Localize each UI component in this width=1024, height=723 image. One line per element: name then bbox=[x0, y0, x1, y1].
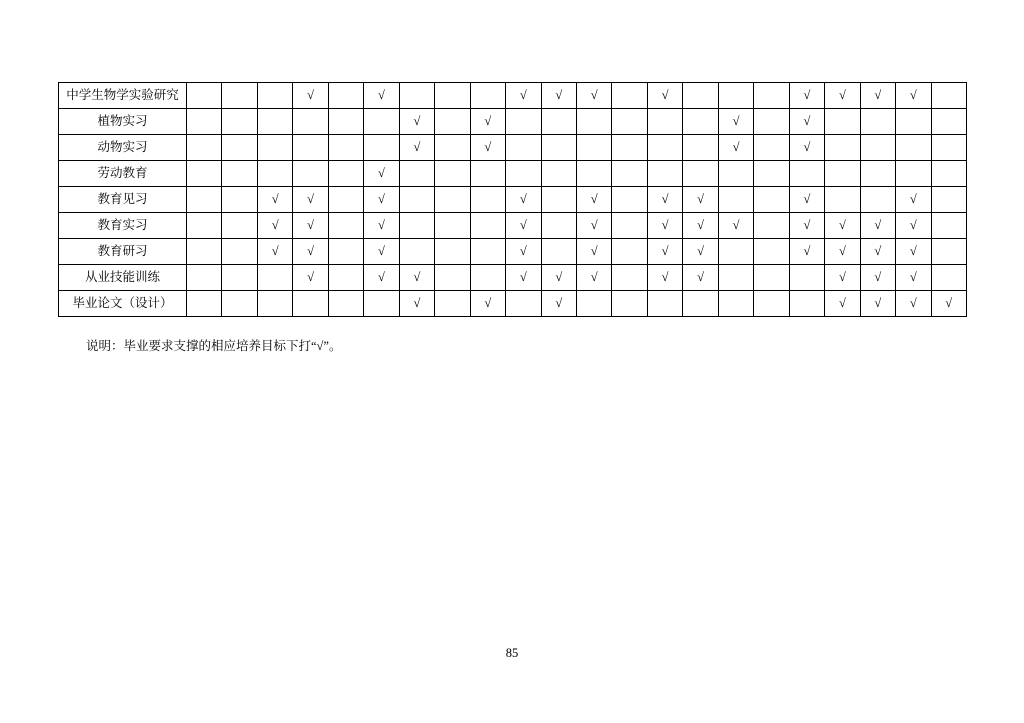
matrix-cell bbox=[576, 239, 611, 265]
check-mark: √ bbox=[378, 87, 385, 102]
matrix-cell bbox=[576, 83, 611, 109]
matrix-cell bbox=[541, 161, 576, 187]
matrix-cell bbox=[506, 109, 541, 135]
matrix-cell bbox=[328, 265, 363, 291]
matrix-cell bbox=[257, 213, 292, 239]
matrix-cell bbox=[293, 109, 328, 135]
check-mark: √ bbox=[378, 165, 385, 180]
matrix-cell bbox=[222, 213, 257, 239]
matrix-cell bbox=[222, 239, 257, 265]
check-mark: √ bbox=[661, 243, 669, 258]
matrix-cell bbox=[470, 213, 505, 239]
matrix-cell bbox=[506, 239, 541, 265]
matrix-cell bbox=[576, 213, 611, 239]
matrix-cell bbox=[754, 135, 789, 161]
table-row bbox=[59, 239, 967, 265]
matrix-cell bbox=[896, 239, 931, 265]
matrix-cell bbox=[612, 161, 647, 187]
matrix-cell bbox=[364, 213, 399, 239]
check-mark: √ bbox=[555, 87, 563, 102]
matrix-cell bbox=[364, 239, 399, 265]
matrix-cell bbox=[187, 109, 222, 135]
check-mark: √ bbox=[874, 217, 882, 232]
matrix-cell bbox=[683, 187, 718, 213]
check-mark: √ bbox=[838, 295, 846, 310]
matrix-cell bbox=[399, 213, 434, 239]
matrix-cell bbox=[683, 239, 718, 265]
check-mark: √ bbox=[697, 217, 704, 232]
matrix-cell bbox=[506, 135, 541, 161]
matrix-cell bbox=[435, 239, 470, 265]
matrix-cell bbox=[825, 135, 860, 161]
matrix-cell bbox=[506, 291, 541, 317]
matrix-cell bbox=[541, 213, 576, 239]
check-mark: √ bbox=[803, 139, 811, 154]
check-mark: √ bbox=[271, 217, 279, 232]
matrix-cell bbox=[470, 135, 505, 161]
matrix-cell bbox=[470, 239, 505, 265]
matrix-cell bbox=[222, 83, 257, 109]
row-label: 教育见习 bbox=[59, 187, 187, 213]
matrix-cell bbox=[931, 265, 966, 291]
matrix-cell bbox=[576, 187, 611, 213]
matrix-cell bbox=[506, 83, 541, 109]
check-mark: √ bbox=[307, 87, 315, 102]
matrix-cell bbox=[647, 239, 682, 265]
matrix-cell bbox=[506, 213, 541, 239]
matrix-cell bbox=[683, 135, 718, 161]
matrix-cell bbox=[435, 161, 470, 187]
matrix-cell bbox=[612, 213, 647, 239]
matrix-cell bbox=[541, 291, 576, 317]
matrix-cell bbox=[931, 135, 966, 161]
matrix-cell bbox=[435, 109, 470, 135]
matrix-cell bbox=[860, 265, 895, 291]
matrix-table bbox=[58, 82, 967, 317]
check-mark: √ bbox=[874, 87, 882, 102]
matrix-cell bbox=[754, 187, 789, 213]
matrix-cell bbox=[754, 265, 789, 291]
check-mark: √ bbox=[484, 113, 492, 128]
matrix-cell bbox=[187, 265, 222, 291]
check-mark: √ bbox=[555, 295, 563, 310]
matrix-cell bbox=[825, 161, 860, 187]
matrix-cell bbox=[328, 109, 363, 135]
matrix-cell bbox=[789, 109, 824, 135]
row-label: 动物实习 bbox=[59, 135, 187, 161]
check-mark: √ bbox=[838, 243, 846, 258]
matrix-cell bbox=[683, 83, 718, 109]
check-mark: √ bbox=[803, 113, 811, 128]
matrix-cell bbox=[576, 135, 611, 161]
matrix-cell bbox=[896, 265, 931, 291]
check-mark: √ bbox=[413, 269, 421, 284]
check-mark: √ bbox=[519, 217, 527, 232]
check-mark: √ bbox=[413, 139, 421, 154]
matrix-cell bbox=[187, 187, 222, 213]
check-mark: √ bbox=[590, 217, 598, 232]
matrix-cell bbox=[860, 135, 895, 161]
matrix-cell bbox=[896, 291, 931, 317]
check-mark: √ bbox=[697, 269, 704, 284]
matrix-cell bbox=[612, 83, 647, 109]
matrix-cell bbox=[931, 291, 966, 317]
matrix-cell bbox=[718, 109, 753, 135]
matrix-cell bbox=[718, 187, 753, 213]
matrix-cell bbox=[931, 83, 966, 109]
check-mark: √ bbox=[803, 191, 811, 206]
matrix-cell bbox=[931, 161, 966, 187]
check-mark: √ bbox=[909, 269, 917, 284]
matrix-cell bbox=[187, 135, 222, 161]
matrix-cell bbox=[364, 161, 399, 187]
check-mark: √ bbox=[378, 269, 385, 284]
matrix-cell bbox=[825, 291, 860, 317]
matrix-cell bbox=[683, 291, 718, 317]
matrix-cell bbox=[470, 265, 505, 291]
matrix-cell bbox=[293, 135, 328, 161]
matrix-cell bbox=[896, 187, 931, 213]
matrix-cell bbox=[860, 109, 895, 135]
matrix-cell bbox=[860, 239, 895, 265]
check-mark: √ bbox=[803, 87, 811, 102]
matrix-cell bbox=[435, 213, 470, 239]
check-mark: √ bbox=[838, 217, 846, 232]
check-mark: √ bbox=[909, 191, 917, 206]
matrix-cell bbox=[328, 291, 363, 317]
matrix-cell bbox=[399, 291, 434, 317]
matrix-cell bbox=[647, 135, 682, 161]
matrix-cell bbox=[257, 187, 292, 213]
matrix-cell bbox=[718, 265, 753, 291]
matrix-cell bbox=[470, 187, 505, 213]
matrix-cell bbox=[576, 161, 611, 187]
matrix-cell bbox=[718, 135, 753, 161]
matrix-cell bbox=[399, 187, 434, 213]
row-label: 毕业论文（设计） bbox=[59, 291, 187, 317]
curriculum-matrix-table bbox=[58, 82, 966, 317]
check-mark: √ bbox=[378, 191, 385, 206]
matrix-cell bbox=[754, 161, 789, 187]
matrix-cell bbox=[257, 135, 292, 161]
matrix-cell bbox=[896, 109, 931, 135]
check-mark: √ bbox=[519, 243, 527, 258]
matrix-cell bbox=[612, 135, 647, 161]
matrix-cell bbox=[789, 187, 824, 213]
check-mark: √ bbox=[590, 87, 598, 102]
matrix-cell bbox=[718, 83, 753, 109]
check-mark: √ bbox=[838, 87, 846, 102]
matrix-cell bbox=[470, 161, 505, 187]
matrix-cell bbox=[399, 83, 434, 109]
matrix-cell bbox=[931, 213, 966, 239]
check-mark: √ bbox=[271, 243, 279, 258]
row-label: 劳动教育 bbox=[59, 161, 187, 187]
matrix-cell bbox=[896, 161, 931, 187]
matrix-cell bbox=[187, 213, 222, 239]
row-label: 教育实习 bbox=[59, 213, 187, 239]
check-mark: √ bbox=[519, 87, 527, 102]
check-mark: √ bbox=[803, 243, 811, 258]
matrix-cell bbox=[328, 187, 363, 213]
matrix-cell bbox=[789, 161, 824, 187]
matrix-cell bbox=[541, 239, 576, 265]
matrix-cell bbox=[647, 213, 682, 239]
matrix-cell bbox=[399, 265, 434, 291]
check-mark: √ bbox=[909, 87, 917, 102]
check-mark: √ bbox=[413, 113, 421, 128]
matrix-cell bbox=[860, 161, 895, 187]
matrix-cell bbox=[754, 213, 789, 239]
table-row bbox=[59, 187, 967, 213]
matrix-cell bbox=[825, 187, 860, 213]
matrix-cell bbox=[541, 265, 576, 291]
check-mark: √ bbox=[909, 295, 917, 310]
matrix-cell bbox=[541, 83, 576, 109]
matrix-cell bbox=[718, 239, 753, 265]
matrix-cell bbox=[187, 291, 222, 317]
check-mark: √ bbox=[519, 191, 527, 206]
matrix-cell bbox=[293, 187, 328, 213]
matrix-cell bbox=[364, 265, 399, 291]
matrix-cell bbox=[541, 135, 576, 161]
check-mark: √ bbox=[307, 191, 315, 206]
matrix-cell bbox=[754, 83, 789, 109]
check-mark: √ bbox=[732, 113, 740, 128]
check-mark: √ bbox=[307, 269, 315, 284]
matrix-cell bbox=[257, 291, 292, 317]
matrix-cell bbox=[470, 291, 505, 317]
matrix-cell bbox=[399, 109, 434, 135]
matrix-cell bbox=[789, 291, 824, 317]
check-mark: √ bbox=[590, 191, 598, 206]
matrix-cell bbox=[718, 291, 753, 317]
matrix-cell bbox=[931, 109, 966, 135]
table-row bbox=[59, 83, 967, 109]
matrix-cell bbox=[257, 161, 292, 187]
check-mark: √ bbox=[378, 217, 385, 232]
matrix-cell bbox=[222, 187, 257, 213]
check-mark: √ bbox=[555, 269, 563, 284]
check-mark: √ bbox=[484, 295, 492, 310]
matrix-cell bbox=[825, 109, 860, 135]
check-mark: √ bbox=[697, 243, 704, 258]
matrix-cell bbox=[683, 161, 718, 187]
matrix-cell bbox=[612, 291, 647, 317]
matrix-cell bbox=[222, 135, 257, 161]
matrix-cell bbox=[754, 109, 789, 135]
check-mark: √ bbox=[484, 139, 492, 154]
check-mark: √ bbox=[590, 269, 598, 284]
matrix-cell bbox=[328, 135, 363, 161]
check-mark: √ bbox=[307, 243, 315, 258]
matrix-cell bbox=[860, 291, 895, 317]
matrix-cell bbox=[647, 187, 682, 213]
matrix-cell bbox=[293, 161, 328, 187]
table-row bbox=[59, 265, 967, 291]
table-row bbox=[59, 135, 967, 161]
matrix-cell bbox=[647, 109, 682, 135]
matrix-cell bbox=[576, 265, 611, 291]
matrix-cell bbox=[718, 161, 753, 187]
matrix-cell bbox=[789, 239, 824, 265]
matrix-cell bbox=[825, 83, 860, 109]
table-row bbox=[59, 291, 967, 317]
matrix-cell bbox=[506, 265, 541, 291]
check-mark: √ bbox=[945, 295, 953, 310]
matrix-cell bbox=[718, 213, 753, 239]
matrix-cell bbox=[506, 187, 541, 213]
row-label: 植物实习 bbox=[59, 109, 187, 135]
check-mark: √ bbox=[378, 243, 385, 258]
matrix-cell bbox=[328, 213, 363, 239]
matrix-cell bbox=[470, 109, 505, 135]
matrix-cell bbox=[541, 109, 576, 135]
matrix-cell bbox=[435, 83, 470, 109]
check-mark: √ bbox=[590, 243, 598, 258]
matrix-cell bbox=[612, 109, 647, 135]
matrix-cell bbox=[399, 135, 434, 161]
check-mark: √ bbox=[661, 87, 669, 102]
matrix-cell bbox=[435, 291, 470, 317]
matrix-cell bbox=[364, 109, 399, 135]
matrix-cell bbox=[789, 135, 824, 161]
matrix-cell bbox=[576, 109, 611, 135]
matrix-cell bbox=[364, 291, 399, 317]
check-mark: √ bbox=[732, 217, 740, 232]
matrix-cell bbox=[328, 161, 363, 187]
matrix-cell bbox=[825, 265, 860, 291]
matrix-cell bbox=[896, 135, 931, 161]
matrix-cell bbox=[612, 265, 647, 291]
matrix-cell bbox=[257, 239, 292, 265]
check-mark: √ bbox=[661, 217, 669, 232]
page-number: 85 bbox=[505, 646, 519, 660]
check-mark: √ bbox=[732, 139, 740, 154]
matrix-cell bbox=[789, 83, 824, 109]
matrix-cell bbox=[187, 239, 222, 265]
matrix-cell bbox=[789, 213, 824, 239]
matrix-cell bbox=[293, 239, 328, 265]
matrix-cell bbox=[541, 187, 576, 213]
matrix-cell bbox=[257, 265, 292, 291]
matrix-cell bbox=[257, 109, 292, 135]
table-row bbox=[59, 161, 967, 187]
matrix-cell bbox=[187, 83, 222, 109]
matrix-cell bbox=[825, 239, 860, 265]
matrix-cell bbox=[293, 83, 328, 109]
matrix-cell bbox=[222, 109, 257, 135]
matrix-cell bbox=[187, 161, 222, 187]
row-label: 中学生物学实验研究 bbox=[59, 83, 187, 109]
matrix-cell bbox=[222, 161, 257, 187]
matrix-cell bbox=[435, 265, 470, 291]
table-row bbox=[59, 109, 967, 135]
matrix-cell bbox=[364, 83, 399, 109]
matrix-cell bbox=[931, 187, 966, 213]
check-mark: √ bbox=[697, 191, 704, 206]
check-mark: √ bbox=[413, 295, 421, 310]
matrix-cell bbox=[328, 83, 363, 109]
matrix-cell bbox=[683, 213, 718, 239]
check-mark: √ bbox=[661, 269, 669, 284]
matrix-cell bbox=[647, 83, 682, 109]
check-mark: √ bbox=[874, 243, 882, 258]
matrix-cell bbox=[435, 187, 470, 213]
table-note: 说明：毕业要求支撑的相应培养目标下打“√”。 bbox=[86, 339, 342, 353]
matrix-cell bbox=[222, 265, 257, 291]
matrix-cell bbox=[683, 265, 718, 291]
matrix-cell bbox=[647, 161, 682, 187]
matrix-cell bbox=[612, 239, 647, 265]
check-mark: √ bbox=[661, 191, 669, 206]
matrix-cell bbox=[860, 83, 895, 109]
matrix-cell bbox=[293, 265, 328, 291]
matrix-cell bbox=[222, 291, 257, 317]
matrix-cell bbox=[470, 83, 505, 109]
matrix-cell bbox=[576, 291, 611, 317]
check-mark: √ bbox=[909, 217, 917, 232]
matrix-cell bbox=[931, 239, 966, 265]
check-mark: √ bbox=[803, 217, 811, 232]
check-mark: √ bbox=[519, 269, 527, 284]
matrix-cell bbox=[860, 187, 895, 213]
matrix-cell bbox=[364, 135, 399, 161]
matrix-cell bbox=[647, 291, 682, 317]
row-label: 从业技能训练 bbox=[59, 265, 187, 291]
check-mark: √ bbox=[909, 243, 917, 258]
check-mark: √ bbox=[874, 295, 882, 310]
matrix-cell bbox=[364, 187, 399, 213]
matrix-cell bbox=[647, 265, 682, 291]
matrix-cell bbox=[257, 83, 292, 109]
check-mark: √ bbox=[838, 269, 846, 284]
matrix-cell bbox=[789, 265, 824, 291]
table-row bbox=[59, 213, 967, 239]
matrix-cell bbox=[896, 83, 931, 109]
matrix-cell bbox=[860, 213, 895, 239]
matrix-cell bbox=[293, 291, 328, 317]
row-label: 教育研习 bbox=[59, 239, 187, 265]
matrix-cell bbox=[683, 109, 718, 135]
matrix-cell bbox=[399, 161, 434, 187]
matrix-cell bbox=[399, 239, 434, 265]
check-mark: √ bbox=[271, 191, 279, 206]
matrix-cell bbox=[293, 213, 328, 239]
check-mark: √ bbox=[307, 217, 315, 232]
matrix-cell bbox=[754, 239, 789, 265]
matrix-cell bbox=[328, 239, 363, 265]
matrix-cell bbox=[896, 213, 931, 239]
matrix-cell bbox=[506, 161, 541, 187]
matrix-cell bbox=[435, 135, 470, 161]
check-mark: √ bbox=[874, 269, 882, 284]
matrix-cell bbox=[612, 187, 647, 213]
matrix-cell bbox=[825, 213, 860, 239]
matrix-cell bbox=[754, 291, 789, 317]
